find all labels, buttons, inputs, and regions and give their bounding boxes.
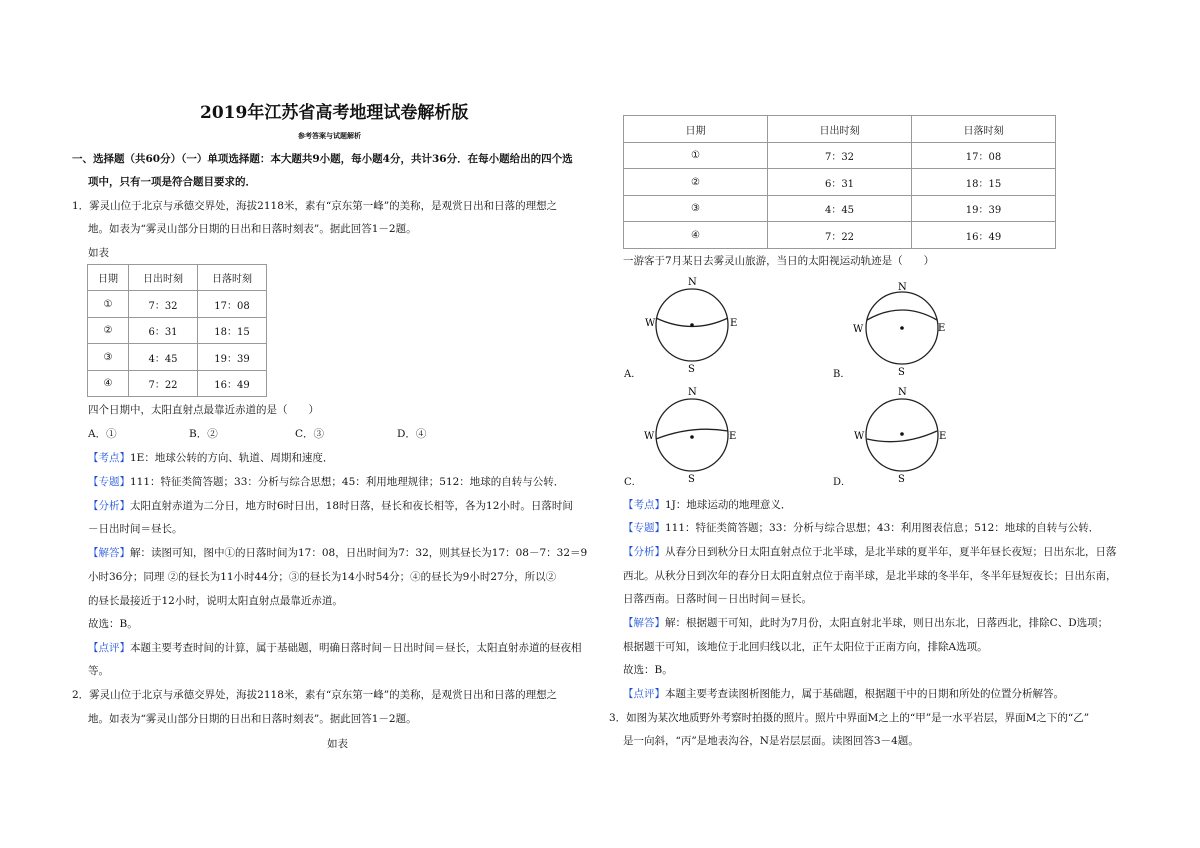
south-label: S (898, 367, 905, 378)
sun-path-diagram-a (640, 275, 750, 375)
fenxi-tag: 【分析】 (88, 500, 130, 512)
fenxi-tag: 【分析】 (623, 546, 665, 558)
zhuanti-tag: 【专题】 (88, 476, 130, 488)
west-label: W (853, 324, 864, 335)
q2-option-c: C． (624, 477, 642, 488)
west-label: W (644, 431, 655, 442)
table-cell: 16：49 (912, 222, 1056, 249)
page-subtitle: 参考答案与试题解析 (298, 131, 361, 140)
table-cell: 16：49 (198, 371, 267, 397)
kaodian-tag: 【考点】 (88, 452, 130, 464)
table-cell: ① (624, 143, 768, 169)
table-header: 日落时刻 (912, 116, 1056, 143)
north-label: N (688, 277, 697, 288)
north-label: N (898, 387, 907, 398)
south-label: S (898, 474, 905, 485)
q1-kaodian (88, 451, 333, 465)
east-label: E (939, 431, 947, 442)
jieda-text: 解：根据题干可知，此时为7月份，太阳直射北半球，则日出东北，日落西北，排除C、D选项； (665, 617, 1109, 629)
q1-jieda (88, 546, 587, 560)
section-heading-line2: 项中，只有一项是符合题目要求的． (88, 176, 256, 188)
west-label: W (854, 431, 865, 442)
table-cell: 4：45 (768, 196, 912, 222)
sunrise-table-right (623, 115, 1056, 249)
q1-stem-line2: 地。如表为“雾灵山部分日期的日出和日落时刻表”。据此回答1－2题。 (88, 223, 417, 235)
dianping-text: 本题主要考查时间的计算，属于基础题，明确日落时间－日出时间＝昼长，太阳直射赤道的昼夜相 (130, 642, 582, 654)
q1-jieda-line3: 的昼长最接近于12小时，说明太阳直射点最靠近赤道。 (88, 595, 343, 607)
zhuanti-text: 111：特征类简答题；33：分析与综合思想；43：利用图表信息；512：地球的自转与公转． (665, 522, 1100, 534)
q2-answer: 故选：B。 (623, 664, 673, 676)
q1-dianping-line2: 等。 (88, 665, 109, 677)
q3-stem-line1: 3．如图为某次地质野外考察时拍摄的照片。照片中界面M之上的“甲”是一水平岩层，界面M之下的“乙” (609, 712, 1090, 724)
table-cell: ③ (624, 196, 768, 222)
q2-fenxi (623, 545, 1117, 559)
table-cell: ④ (88, 371, 129, 397)
table-cell: 7：32 (129, 291, 198, 318)
q1-zhuanti (88, 475, 564, 489)
table-cell: 17：08 (912, 143, 1056, 169)
table-header: 日出时刻 (768, 116, 912, 143)
dianping-tag: 【点评】 (623, 688, 665, 700)
table-cell: 4：45 (129, 344, 198, 371)
q1-option-d: D．④ (397, 428, 427, 440)
table-cell: ② (624, 169, 768, 196)
table-cell: ② (88, 318, 129, 344)
sunrise-table-left (87, 264, 267, 397)
q2-table-caption: 如表 (327, 738, 348, 750)
q2-jieda (623, 616, 1108, 630)
page-title: 2019年江苏省高考地理试卷解析版 (200, 103, 469, 123)
jieda-text: 解：读图可知，图中①的日落时间为17：08，日出时间为7：32，则其昼长为17：08－7：32＝9 (130, 547, 588, 559)
q1-dianping (88, 641, 582, 655)
table-cell: 18：15 (912, 169, 1056, 196)
table-header: 日期 (624, 116, 768, 143)
table-cell: 17：08 (198, 291, 267, 318)
jieda-tag: 【解答】 (623, 617, 665, 629)
table-cell: ① (88, 291, 129, 318)
east-label: E (730, 318, 738, 329)
table-cell: ③ (88, 344, 129, 371)
q2-stem-line2: 地。如表为“雾灵山部分日期的日出和日落时刻表”。据此回答1－2题。 (88, 713, 417, 725)
table-cell: 6：31 (129, 318, 198, 344)
zhuanti-text: 111：特征类简答题；33：分析与综合思想；45：利用地理规律；512：地球的自转与公转． (130, 476, 565, 488)
table-cell: 19：39 (198, 344, 267, 371)
q1-option-a: A．① (88, 428, 117, 440)
fenxi-text: 从春分日到秋分日太阳直射点位于北半球，是北半球的夏半年，夏半年昼长夜短；日出东北，日落 (665, 546, 1117, 558)
q1-option-b: B．② (189, 428, 218, 440)
q2-jieda-line2: 根据题干可知，该地位于北回归线以北，正午太阳位于正南方向，排除A选项。 (623, 641, 988, 653)
east-label: E (938, 323, 946, 334)
q2-option-d: D． (833, 477, 852, 488)
north-label: N (688, 387, 697, 398)
q1-stem-line1: 1．雾灵山位于北京与承德交界处，海拔2118米，素有“京东第一峰”的美称，是观赏日出和日落的理想之 (72, 200, 558, 212)
table-header: 日期 (88, 265, 129, 291)
q3-stem-line2: 是一向斜，“丙”是地表沟谷，N是岩层层面。读图回答3－4题。 (623, 735, 919, 747)
section-heading-line1: 一、选择题（共60分）（一）单项选择题：本大题共9小题，每小题4分，共计36分．在每小题给出的四个选 (72, 153, 573, 165)
sun-path-diagram-c (640, 385, 750, 485)
south-label: S (688, 364, 695, 375)
q2-option-a: A． (624, 369, 642, 380)
dianping-text: 本题主要考查读图析图能力，属于基础题，根据题干中的日期和所处的位置分析解答。 (665, 688, 1064, 700)
west-label: W (645, 318, 656, 329)
q1-answer: 故选：B。 (88, 618, 138, 630)
north-label: N (898, 282, 907, 293)
jieda-tag: 【解答】 (88, 547, 130, 559)
q2-stem-line1: 2．雾灵山位于北京与承德交界处，海拔2118米，素有“京东第一峰”的美称，是观赏日出和日落的理想之 (72, 689, 558, 701)
table-header: 日落时刻 (198, 265, 267, 291)
table-cell: 7：22 (768, 222, 912, 249)
q1-table-caption: 如表 (88, 247, 109, 259)
q2-zhuanti (623, 521, 1099, 535)
q1-jieda-line2: 小时36分；同理 ②的昼长为11小时44分；③的昼长为14小时54分；④的昼长为9小时27分，所以② (88, 571, 557, 583)
dianping-tag: 【点评】 (88, 642, 130, 654)
table-cell: 18：15 (198, 318, 267, 344)
q1-fenxi-line2: －日出时间＝昼长。 (88, 523, 183, 535)
table-cell: ④ (624, 222, 768, 249)
fenxi-text: 太阳直射赤道为二分日，地方时6时日出，18时日落，昼长和夜长相等，各为12小时。日落时间 (130, 500, 573, 512)
table-cell: 6：31 (768, 169, 912, 196)
sun-path-diagram-b (850, 280, 960, 380)
q1-question: 四个日期中，太阳直射点最靠近赤道的是（ ） (88, 404, 319, 416)
table-cell: 7：32 (768, 143, 912, 169)
zhuanti-tag: 【专题】 (623, 522, 665, 534)
table-cell: 7：22 (129, 371, 198, 397)
q2-question: 一游客于7月某日去雾灵山旅游，当日的太阳视运动轨迹是（ ） (623, 255, 935, 267)
q1-fenxi (88, 499, 573, 513)
kaodian-text: 1E：地球公转的方向、轨道、周期和速度． (130, 452, 334, 464)
table-cell: 19：39 (912, 196, 1056, 222)
q2-kaodian (623, 498, 791, 512)
table-header: 日出时刻 (129, 265, 198, 291)
south-label: S (688, 474, 695, 485)
q2-dianping (623, 687, 1064, 701)
kaodian-tag: 【考点】 (623, 499, 665, 511)
sun-path-diagram-d (850, 385, 960, 485)
q2-fenxi-line2: 西北。从秋分日到次年的春分日太阳直射点位于南半球，是北半球的冬半年，冬半年昼短夜长；日出东南， (623, 570, 1117, 582)
q1-option-c: C．③ (295, 428, 325, 440)
east-label: E (729, 431, 737, 442)
q2-fenxi-line3: 日落西南。日落时间－日出时间＝昼长。 (623, 593, 812, 605)
kaodian-text: 1J：地球运动的地理意义． (665, 499, 792, 511)
q2-option-b: B． (833, 369, 851, 380)
